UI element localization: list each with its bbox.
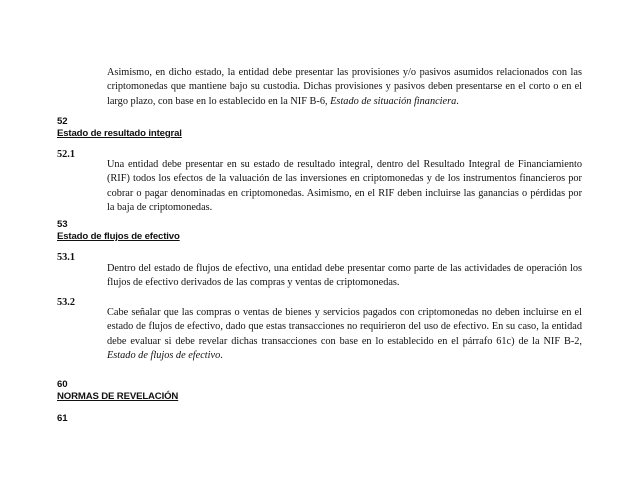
subsection-53-1-number: 53.1	[57, 252, 76, 263]
subsection-53-1-paragraph: Dentro del estado de flujos de efectivo, una entidad debe presentar como parte de las actividades de operación los flujos de efectivo derivados de las compras y ventas de criptomonedas.	[107, 263, 582, 289]
subsection-53-2-reference: Estado de flujos de efectivo	[107, 350, 221, 362]
subsection-53-2-paragraph	[107, 306, 582, 364]
subsection-52-1-paragraph: Una entidad debe presentar en su estado de resultado integral, dentro del Resultado Integral de Financiamiento (RIF) todos los efectos de la valuación de las inversiones en criptomonedas y de los instrumentos financieros por cobrar o pagar denominadas en criptomonedas. Asimismo, en el RIF deben incluirse las ganancias o pérdidas por la baja de criptomonedas.	[107, 159, 582, 214]
section-52-number: 52	[57, 116, 68, 127]
section-60-title: NORMAS DE REVELACIÓN	[57, 391, 179, 402]
intro-end: .	[456, 95, 459, 107]
section-60-number: 60	[57, 379, 68, 390]
subsection-53-2-end: .	[220, 350, 223, 362]
subsection-53-2-text: Cabe señalar que las compras o ventas de bienes y servicios pagados con criptomonedas no deben incluirse en el estado de flujos de efectivo, dado que estas transacciones no requirieron del uso de efectivo. En su caso, la entidad debe evaluar si debe revelar dichas transacciones con base en lo establecido en el párrafo 61c) de la NIF B-2,	[107, 307, 582, 347]
section-53-number: 53	[57, 219, 68, 230]
intro-reference: Estado de situación financiera	[330, 95, 457, 107]
intro-paragraph	[107, 66, 582, 109]
section-61-number: 61	[57, 413, 68, 424]
subsection-52-1-number: 52.1	[57, 149, 76, 160]
section-53-title: Estado de flujos de efectivo	[57, 231, 180, 242]
intro-text: Asimismo, en dicho estado, la entidad debe presentar las provisiones y/o pasivos asumidos relacionados con las criptomonedas que mantiene bajo su custodia. Dichas provisiones y pasivos deben presentarse en el corto o en el largo plazo, con base en lo establecido en la NIF B-6,	[107, 67, 582, 107]
section-52-title: Estado de resultado integral	[57, 128, 182, 139]
subsection-53-2-number: 53.2	[57, 297, 76, 308]
